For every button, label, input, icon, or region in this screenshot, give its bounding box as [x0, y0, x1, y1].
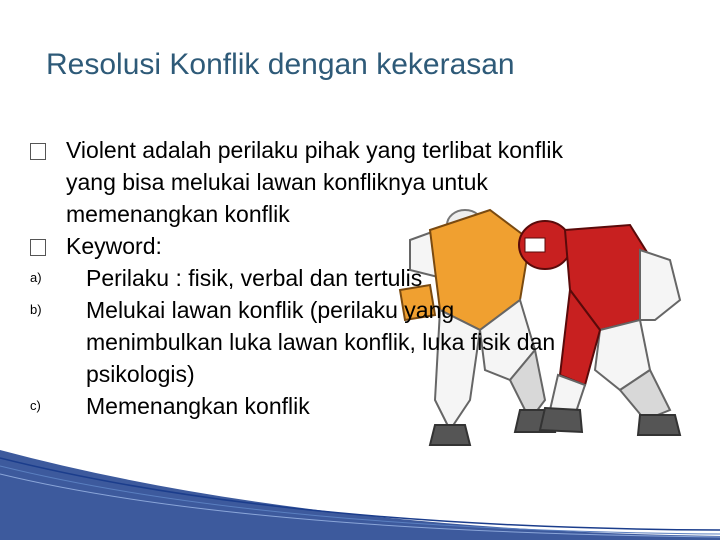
bullet-text: yang bisa melukai lawan konfliknya untuk [66, 169, 488, 195]
bullet-continuation [30, 166, 670, 198]
bullet-text: Violent adalah perilaku pihak yang terlibat konflik [66, 137, 563, 163]
sub-item-text: Memenangkan konflik [86, 393, 310, 419]
sub-item [30, 294, 670, 326]
sub-item-text: Melukai lawan konflik (perilaku yang [86, 297, 455, 323]
sub-item [30, 262, 670, 294]
sub-item-continuation [30, 326, 670, 358]
bullet-item [30, 134, 670, 166]
sub-item-text: menimbulkan luka lawan konflik, luka fisik dan [86, 329, 556, 355]
sub-item-marker: b) [30, 302, 42, 317]
bottom-swoosh-decoration [0, 450, 720, 540]
slide-body [30, 134, 670, 422]
bullet-item [30, 230, 670, 262]
sub-item-text: Perilaku : fisik, verbal dan tertulis [86, 265, 423, 291]
sub-item-marker: c) [30, 398, 41, 413]
sub-item-marker: a) [30, 270, 42, 285]
bullet-text: Keyword: [66, 233, 162, 259]
bullet-continuation [30, 198, 670, 230]
sub-item [30, 390, 670, 422]
sub-item-continuation [30, 358, 670, 390]
checkbox-bullet-icon [30, 134, 46, 168]
checkbox-bullet-icon [30, 230, 46, 264]
sub-item-text: psikologis) [86, 361, 195, 387]
slide-title: Resolusi Konflik dengan kekerasan [46, 48, 515, 81]
bullet-text: memenangkan konflik [66, 201, 290, 227]
